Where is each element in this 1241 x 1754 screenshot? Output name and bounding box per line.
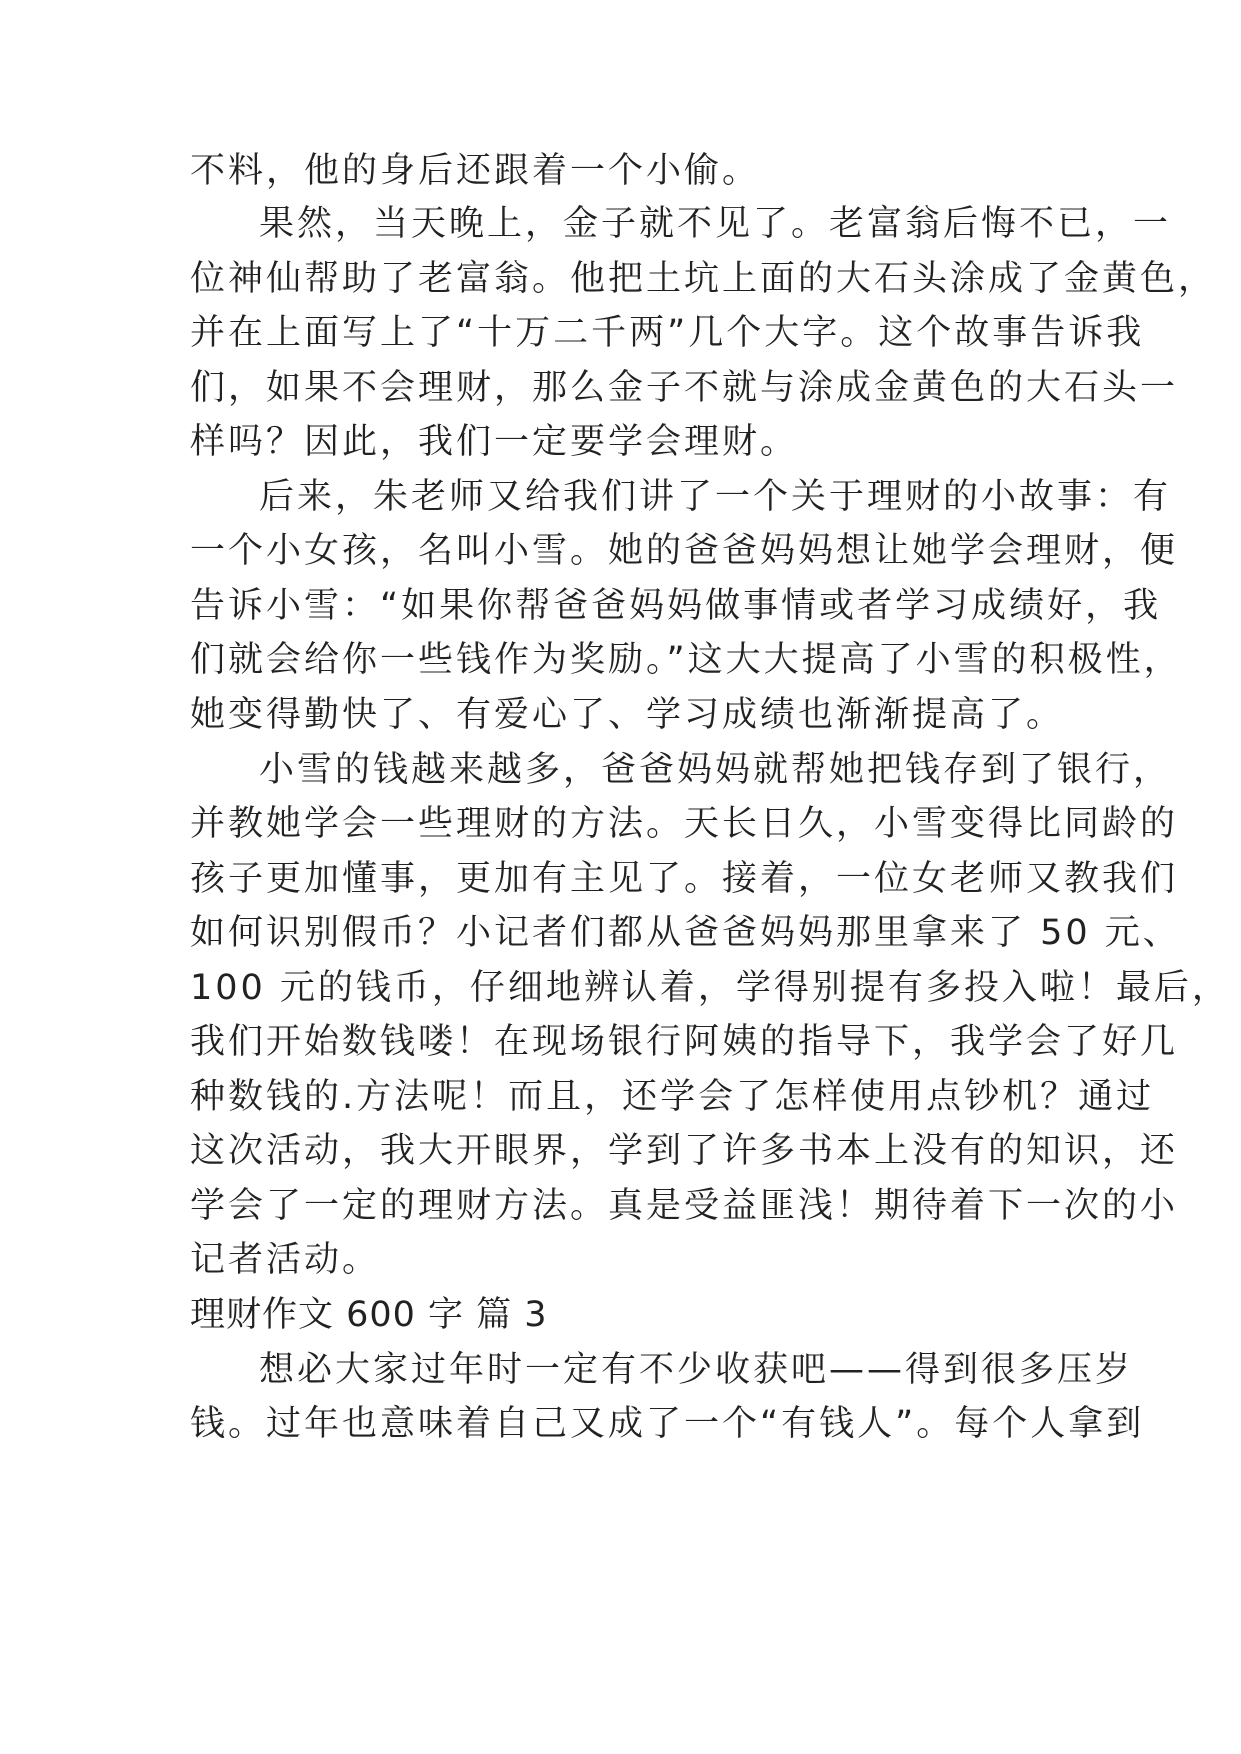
paragraph-line: 种数钱的.方法呢！而且，还学会了怎样使用点钞机？通过 [190, 1077, 1155, 1117]
paragraph-line: 一个小女孩，名叫小雪。她的爸爸妈妈想让她学会理财，便 [190, 531, 1179, 571]
paragraph-line: 她变得勤快了、有爱心了、学习成绩也渐渐提高了。 [190, 695, 1065, 735]
paragraph-line: 样吗？因此，我们一定要学会理财。 [190, 422, 799, 462]
paragraph-line: 位神仙帮助了老富翁。他把土坑上面的大石头涂成了金黄色， [190, 259, 1217, 299]
paragraph-line: 钱。过年也意味着自己又成了一个“有钱人”。每个人拿到 [190, 1404, 1145, 1444]
paragraph-line: 果然，当天晚上，金子就不见了。老富翁后悔不已，一 [259, 204, 1172, 244]
paragraph-line: 小雪的钱越来越多，爸爸妈妈就帮她把钱存到了银行， [259, 750, 1172, 790]
paragraph-line: 想必大家过年时一定有不少收获吧——得到很多压岁 [259, 1350, 1134, 1390]
section-heading: 理财作文 600 字 篇 3 [190, 1295, 548, 1335]
paragraph-line: 告诉小雪：“如果你帮爸爸妈妈做事情或者学习成绩好，我 [190, 586, 1162, 626]
paragraph-line: 如何识别假币？小记者们都从爸爸妈妈那里拿来了 50 元、 [190, 913, 1181, 953]
paragraph-line: 学会了一定的理财方法。真是受益匪浅！期待着下一次的小 [190, 1186, 1179, 1226]
paragraph-line: 并教她学会一些理财的方法。天长日久，小雪变得比同龄的 [190, 804, 1179, 844]
paragraph-line: 我们开始数钱喽！在现场银行阿姨的指导下，我学会了好几 [190, 1022, 1179, 1062]
paragraph-line: 孩子更加懂事，更加有主见了。接着，一位女老师又教我们 [190, 859, 1179, 899]
paragraph-line: 不料，他的身后还跟着一个小偷。 [190, 151, 761, 191]
paragraph-line: 们就会给你一些钱作为奖励。”这大大提高了小雪的积极性， [190, 640, 1182, 680]
paragraph-line: 并在上面写上了“十万二千两”几个大字。这个故事告诉我 [190, 313, 1145, 353]
paragraph-line: 记者活动。 [190, 1240, 381, 1280]
paragraph-line: 100 元的钱币，仔细地辨认着，学得别提有多投入啦！最后， [190, 968, 1230, 1008]
paragraph-line: 后来，朱老师又给我们讲了一个关于理财的小故事：有 [259, 477, 1172, 517]
paragraph-line: 这次活动，我大开眼界，学到了许多书本上没有的知识，还 [190, 1131, 1179, 1171]
paragraph-line: 们，如果不会理财，那么金子不就与涂成金黄色的大石头一 [190, 368, 1179, 408]
